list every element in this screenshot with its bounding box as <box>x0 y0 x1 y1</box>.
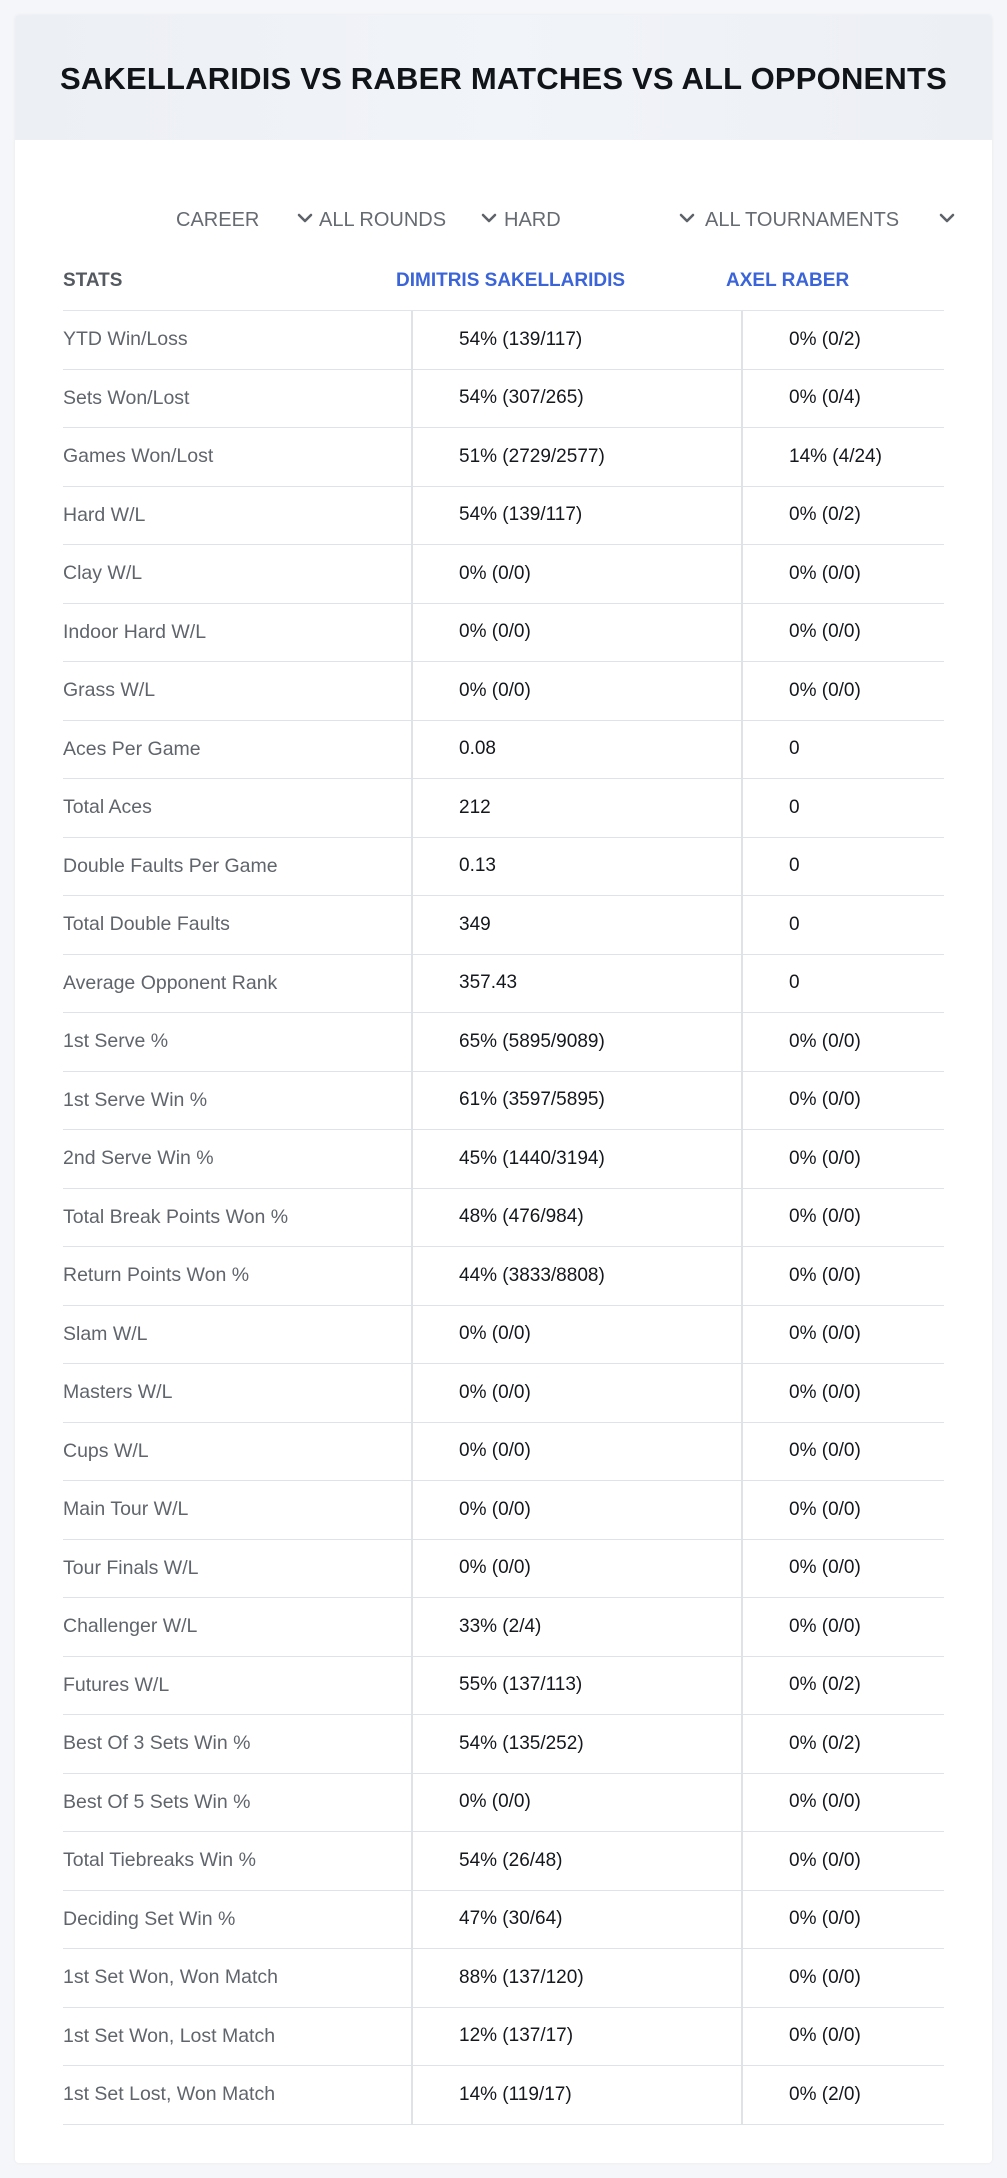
player1-stat-value: 0% (0/0) <box>459 679 531 701</box>
stat-label: 1st Set Won, Won Match <box>63 1966 278 1989</box>
table-row <box>63 545 944 604</box>
player2-stat-value: 0% (0/0) <box>789 1440 861 1462</box>
player2-stat-value: 0% (0/0) <box>789 2025 861 2047</box>
player2-stat-value: 0% (0/0) <box>789 562 861 584</box>
stats-table-body <box>63 311 944 2125</box>
stat-label: Average Opponent Rank <box>63 971 278 994</box>
table-row <box>63 487 944 546</box>
player1-stat-value: 14% (119/17) <box>459 2083 572 2105</box>
stat-label: Futures W/L <box>63 1673 170 1696</box>
stat-label: Games Won/Lost <box>63 445 214 468</box>
player1-stat-value: 12% (137/17) <box>459 2025 574 2047</box>
filter-bar <box>15 190 992 250</box>
player2-stat-value: 0% (0/2) <box>789 328 861 350</box>
surface-select-value: HARD <box>504 208 561 231</box>
stat-label: Aces Per Game <box>63 737 201 760</box>
table-row <box>63 1013 944 1072</box>
stat-label: Double Faults Per Game <box>63 854 278 877</box>
stat-label: Masters W/L <box>63 1381 173 1404</box>
player1-stat-value: 0.08 <box>459 738 496 760</box>
stats-card <box>15 15 992 2163</box>
table-row <box>63 779 944 838</box>
player2-stat-value: 0% (0/2) <box>789 1732 861 1754</box>
stats-table-header <box>63 250 944 311</box>
tournament-select-value: ALL TOURNAMENTS <box>705 208 900 231</box>
stat-label: YTD Win/Loss <box>63 328 188 351</box>
player2-stat-value: 0% (0/0) <box>789 1030 861 1052</box>
player2-stat-value: 0 <box>789 913 800 935</box>
stat-label: 1st Serve % <box>63 1030 169 1053</box>
table-row <box>63 1657 944 1716</box>
table-row <box>63 1774 944 1833</box>
player1-stat-value: 44% (3833/8808) <box>459 1264 605 1286</box>
player2-stat-value: 0% (0/4) <box>789 387 861 409</box>
stat-label: Tour Finals W/L <box>63 1556 199 1579</box>
player2-stat-value: 0% (2/0) <box>789 2083 861 2105</box>
stat-label: 1st Set Lost, Won Match <box>63 2083 276 2106</box>
player2-stat-value: 0% (0/0) <box>789 1908 861 1930</box>
table-row <box>63 1715 944 1774</box>
player1-stat-value: 0% (0/0) <box>459 1323 531 1345</box>
round-select-value: ALL ROUNDS <box>319 208 447 231</box>
player1-stat-value: 55% (137/113) <box>459 1674 583 1696</box>
period-select[interactable] <box>176 190 313 250</box>
player2-stat-value: 0% (0/0) <box>789 1089 861 1111</box>
stat-label: Clay W/L <box>63 562 143 585</box>
page-title: SAKELLARIDIS VS RABER MATCHES VS ALL OPPONENTS <box>59 60 948 96</box>
player2-stat-value: 0% (0/0) <box>789 1557 861 1579</box>
player2-stat-value: 0 <box>789 796 800 818</box>
chevron-down-icon <box>939 213 955 223</box>
tournament-select[interactable] <box>705 190 955 250</box>
table-row <box>63 428 944 487</box>
table-row <box>63 1189 944 1248</box>
player1-stat-value: 88% (137/120) <box>459 1966 584 1988</box>
player2-stat-value: 0% (0/0) <box>789 1323 861 1345</box>
stat-label: Hard W/L <box>63 503 146 526</box>
player1-column-header[interactable]: DIMITRIS SAKELLARIDIS <box>396 270 626 291</box>
player2-stat-value: 0% (0/0) <box>789 1381 861 1403</box>
player1-stat-value: 61% (3597/5895) <box>459 1089 605 1111</box>
stat-label: Challenger W/L <box>63 1615 198 1638</box>
table-row <box>63 1481 944 1540</box>
player2-stat-value: 0% (0/0) <box>789 1966 861 1988</box>
page-header <box>15 15 992 140</box>
player2-stat-value: 0% (0/0) <box>789 1206 861 1228</box>
round-select[interactable] <box>319 190 497 250</box>
player1-stat-value: 54% (139/117) <box>459 328 583 350</box>
player1-stat-value: 349 <box>459 913 491 935</box>
table-row <box>63 1306 944 1365</box>
table-row <box>63 721 944 780</box>
player2-stat-value: 0% (0/0) <box>789 1147 861 1169</box>
player1-stat-value: 51% (2729/2577) <box>459 445 605 467</box>
player2-column-header[interactable]: AXEL RABER <box>726 270 850 291</box>
chevron-down-icon <box>481 213 497 223</box>
stat-label: Total Aces <box>63 796 152 819</box>
table-row <box>63 955 944 1014</box>
table-row <box>63 1598 944 1657</box>
period-select-value: CAREER <box>176 208 260 231</box>
player1-stat-value: 357.43 <box>459 972 518 994</box>
player1-stat-value: 48% (476/984) <box>459 1206 584 1228</box>
stat-label: Indoor Hard W/L <box>63 620 207 643</box>
table-row <box>63 1072 944 1131</box>
stat-label: 2nd Serve Win % <box>63 1147 214 1170</box>
player1-stat-value: 0.13 <box>459 855 496 877</box>
player1-stat-value: 0% (0/0) <box>459 1791 531 1813</box>
stat-label: 1st Serve Win % <box>63 1088 208 1111</box>
stat-label: Main Tour W/L <box>63 1498 189 1521</box>
table-row <box>63 370 944 429</box>
player2-stat-value: 14% (4/24) <box>789 445 882 467</box>
table-row <box>63 2066 944 2125</box>
player2-stat-value: 0% (0/0) <box>789 1849 861 1871</box>
table-row <box>63 1247 944 1306</box>
player1-stat-value: 0% (0/0) <box>459 1557 531 1579</box>
table-row <box>63 896 944 955</box>
table-row <box>63 1423 944 1482</box>
stat-label: Total Break Points Won % <box>63 1205 289 1228</box>
player2-stat-value: 0 <box>789 972 800 994</box>
player1-stat-value: 54% (139/117) <box>459 504 583 526</box>
table-row <box>63 1832 944 1891</box>
player1-stat-value: 0% (0/0) <box>459 562 531 584</box>
chevron-down-icon <box>679 213 695 223</box>
player1-stat-value: 54% (26/48) <box>459 1849 563 1871</box>
player1-stat-value: 0% (0/0) <box>459 1440 531 1462</box>
player1-stat-value: 65% (5895/9089) <box>459 1030 605 1052</box>
surface-select[interactable] <box>504 190 695 250</box>
player2-stat-value: 0% (0/0) <box>789 1498 861 1520</box>
table-row <box>63 1540 944 1599</box>
table-row <box>63 1949 944 2008</box>
player1-stat-value: 45% (1440/3194) <box>459 1147 605 1169</box>
player2-stat-value: 0% (0/2) <box>789 504 861 526</box>
player2-stat-value: 0% (0/0) <box>789 1615 861 1637</box>
player1-stat-value: 54% (307/265) <box>459 387 584 409</box>
player2-stat-value: 0% (0/2) <box>789 1674 861 1696</box>
stat-label: Slam W/L <box>63 1322 148 1345</box>
table-row <box>63 838 944 897</box>
player2-stat-value: 0% (0/0) <box>789 1264 861 1286</box>
player1-stat-value: 0% (0/0) <box>459 1381 531 1403</box>
table-row <box>63 1130 944 1189</box>
player1-stat-value: 33% (2/4) <box>459 1615 542 1637</box>
stat-label: Total Tiebreaks Win % <box>63 1849 256 1872</box>
table-row <box>63 662 944 721</box>
stat-label: Cups W/L <box>63 1439 149 1462</box>
stat-label: Best Of 3 Sets Win % <box>63 1732 251 1755</box>
stat-label: Deciding Set Win % <box>63 1907 236 1930</box>
player2-stat-value: 0% (0/0) <box>789 1791 861 1813</box>
player1-stat-value: 0% (0/0) <box>459 1498 531 1520</box>
player1-stat-value: 54% (135/252) <box>459 1732 584 1754</box>
stat-label: Total Double Faults <box>63 913 230 936</box>
player1-stat-value: 212 <box>459 796 491 818</box>
player2-stat-value: 0% (0/0) <box>789 621 861 643</box>
table-row <box>63 1891 944 1950</box>
stat-label: Best Of 5 Sets Win % <box>63 1790 251 1813</box>
stats-column-header: STATS <box>63 270 123 291</box>
player1-stat-value: 0% (0/0) <box>459 621 531 643</box>
table-row <box>63 2008 944 2067</box>
stat-label: Sets Won/Lost <box>63 386 190 409</box>
table-row <box>63 604 944 663</box>
table-row <box>63 1364 944 1423</box>
player2-stat-value: 0% (0/0) <box>789 679 861 701</box>
chevron-down-icon <box>297 213 313 223</box>
stat-label: Return Points Won % <box>63 1264 250 1287</box>
player2-stat-value: 0 <box>789 855 800 877</box>
player2-stat-value: 0 <box>789 738 800 760</box>
stat-label: 1st Set Won, Lost Match <box>63 2024 276 2047</box>
table-row <box>63 311 944 370</box>
stat-label: Grass W/L <box>63 679 156 702</box>
player1-stat-value: 47% (30/64) <box>459 1908 563 1930</box>
